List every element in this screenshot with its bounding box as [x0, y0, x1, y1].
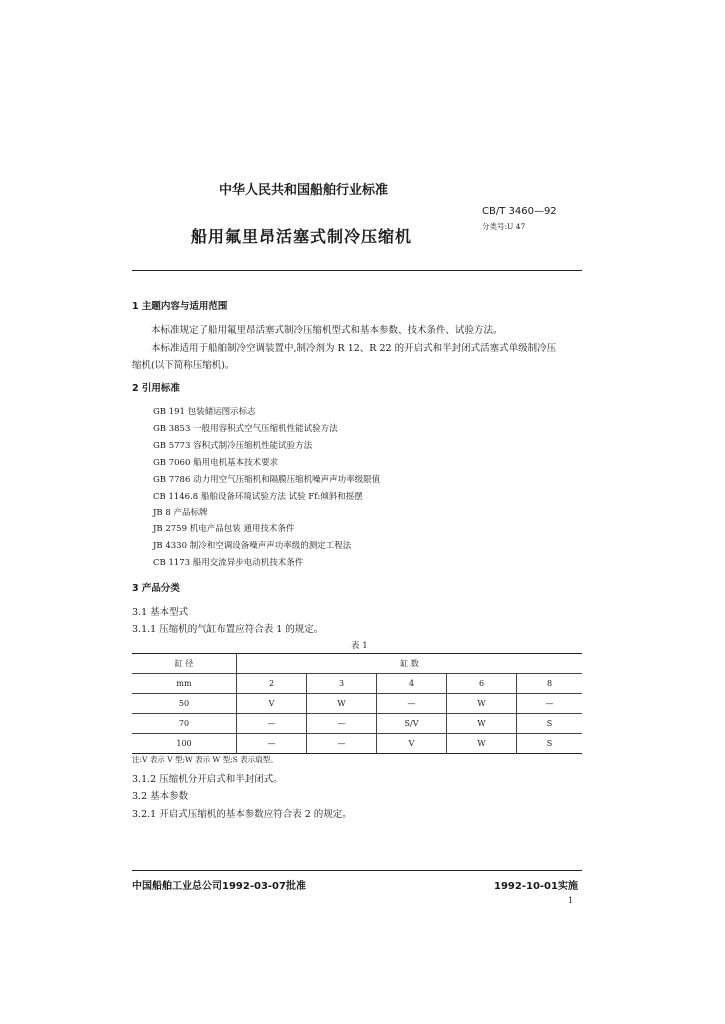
- reference-item: GB 5773 容积式制冷压缩机性能试验方法: [153, 441, 313, 451]
- section-1-heading: 1 主题内容与适用范围: [132, 301, 228, 312]
- approval-line: 中国船舶工业总公司1992-03-07批准: [132, 881, 306, 892]
- classification-number: 分类号:U 47: [482, 222, 526, 231]
- org-title: 中华人民共和国船舶行业标准: [219, 183, 389, 198]
- table-cell: V: [377, 734, 447, 754]
- reference-item: JB 4330 制冷和空调设备噪声声功率级的测定工程法: [153, 541, 352, 551]
- reference-item: CB 1146.8 船舶设备环境试验方法 试验 Ff:倾斜和摇摆: [153, 492, 363, 502]
- standard-number: CB/T 3460—92: [482, 206, 557, 217]
- doc-title: 船用氟里昂活塞式制冷压缩机: [191, 227, 413, 246]
- table-cell: —: [377, 694, 447, 714]
- table-cell: W: [447, 694, 517, 714]
- column-header-cell: 6: [447, 674, 517, 694]
- column-header-cell: 2: [237, 674, 307, 694]
- clause-3-1: 3.1 基本型式: [132, 607, 189, 618]
- bore-unit-cell: mm: [132, 674, 237, 694]
- reference-item: JB 2759 机电产品包装 通用技术条件: [153, 524, 295, 534]
- table-cell: —: [237, 714, 307, 734]
- table-cell: —: [307, 714, 377, 734]
- reference-item: CB 1173 船用交流异步电动机技术条件: [153, 558, 304, 568]
- header-rule: [132, 270, 582, 271]
- reference-item: GB 191 包装储运图示标志: [153, 407, 256, 417]
- table-cell: S/V: [377, 714, 447, 734]
- reference-item: GB 3853 一般用容积式空气压缩机性能试验方法: [153, 424, 338, 434]
- bore-header-cell: 缸 径: [132, 654, 237, 674]
- bore-cell: 100: [132, 734, 237, 754]
- section-1-paragraph-2a: 本标准适用于船舶制冷空调装置中,制冷剂为 R 12、R 22 的开启式和半封闭式活塞式单级制冷压: [151, 343, 557, 354]
- table-1-caption: 表 1: [351, 641, 368, 651]
- clause-3-2-1: 3.2.1 开启式压缩机的基本参数应符合表 2 的规定。: [132, 809, 352, 820]
- page-number: 1: [568, 896, 574, 905]
- table-row: [132, 734, 582, 754]
- clause-3-1-2: 3.1.2 压缩机分开启式和半封闭式。: [132, 774, 283, 785]
- reference-item: GB 7786 动力用空气压缩机和隔膜压缩机噪声声功率级限值: [153, 475, 381, 485]
- bore-cell: 50: [132, 694, 237, 714]
- effective-date: 1992-10-01实施: [494, 881, 578, 892]
- clause-3-1-1: 3.1.1 压缩机的气缸布置应符合表 1 的规定。: [132, 624, 324, 635]
- clause-3-2: 3.2 基本参数: [132, 791, 189, 802]
- column-header-cell: 3: [307, 674, 377, 694]
- table-cell: —: [237, 734, 307, 754]
- table-cell: S: [517, 714, 583, 734]
- footer-rule: [132, 870, 582, 871]
- column-header-cell: 8: [517, 674, 583, 694]
- section-2-heading: 2 引用标准: [132, 383, 180, 394]
- table-cell: —: [307, 734, 377, 754]
- table-cell: V: [237, 694, 307, 714]
- table-cell: W: [447, 734, 517, 754]
- reference-item: JB 8 产品标牌: [153, 508, 208, 518]
- table-1: [132, 653, 582, 754]
- table-row: [132, 694, 582, 714]
- cylinder-count-header-cell: 缸 数: [237, 654, 583, 674]
- table-cell: S: [517, 734, 583, 754]
- bore-cell: 70: [132, 714, 237, 734]
- table-cell: W: [307, 694, 377, 714]
- table-note: 注:V 表示 V 型;W 表示 W 型;S 表示扇型。: [132, 755, 278, 764]
- reference-item: GB 7060 船用电机基本技术要求: [153, 458, 279, 468]
- section-1-paragraph-2b: 缩机(以下简称压缩机)。: [132, 360, 235, 371]
- section-3-heading: 3 产品分类: [132, 583, 180, 594]
- table-cell: W: [447, 714, 517, 734]
- column-header-cell: 4: [377, 674, 447, 694]
- table-cell: —: [517, 694, 583, 714]
- table-row: [132, 714, 582, 734]
- section-1-paragraph-1: 本标准规定了船用氟里昂活塞式制冷压缩机型式和基本参数、技术条件、试验方法。: [151, 325, 503, 336]
